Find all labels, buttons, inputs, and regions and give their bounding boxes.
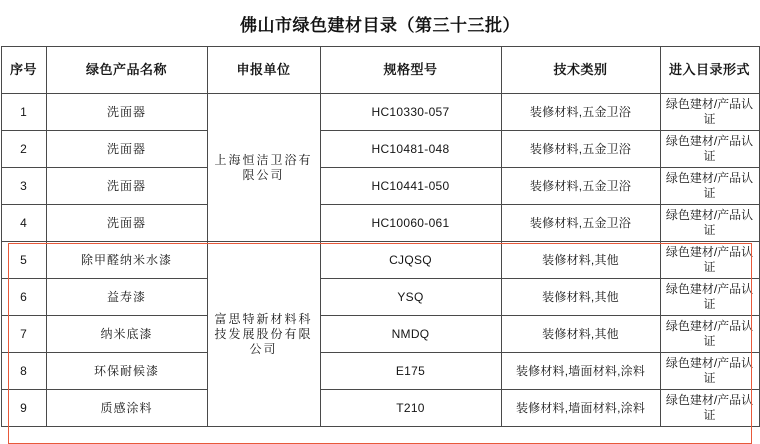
cell-tech-category: 装修材料,五金卫浴 (501, 131, 660, 168)
table-header (1, 47, 759, 94)
cell-seq: 6 (1, 279, 46, 316)
cell-product-name: 纳米底漆 (46, 316, 207, 353)
cell-tech-category: 装修材料,五金卫浴 (501, 94, 660, 131)
cell-model: HC10330-057 (320, 94, 501, 131)
header-entry-form: 进入目录形式 (660, 47, 759, 94)
header-seq: 序号 (1, 47, 46, 94)
cell-entry-form: 绿色建材/产品认证 (660, 242, 759, 279)
cell-seq: 1 (1, 94, 46, 131)
cell-model: YSQ (320, 279, 501, 316)
cell-seq: 2 (1, 131, 46, 168)
cell-model: HC10481-048 (320, 131, 501, 168)
cell-seq: 5 (1, 242, 46, 279)
table-row (1, 279, 759, 316)
table-row (1, 390, 759, 427)
cell-entry-form: 绿色建材/产品认证 (660, 353, 759, 390)
cell-product-name: 洗面器 (46, 94, 207, 131)
table-row (1, 94, 759, 131)
cell-product-name: 洗面器 (46, 168, 207, 205)
cell-tech-category: 装修材料,其他 (501, 316, 660, 353)
cell-entry-form: 绿色建材/产品认证 (660, 168, 759, 205)
cell-declaring-unit: 富思特新材料科技发展股份有限公司 (207, 242, 320, 427)
cell-product-name: 环保耐候漆 (46, 353, 207, 390)
table-row (1, 242, 759, 279)
cell-tech-category: 装修材料,墙面材料,涂料 (501, 353, 660, 390)
cell-entry-form: 绿色建材/产品认证 (660, 316, 759, 353)
cell-entry-form: 绿色建材/产品认证 (660, 131, 759, 168)
cell-product-name: 洗面器 (46, 131, 207, 168)
cell-seq: 3 (1, 168, 46, 205)
table-header-row (1, 47, 759, 94)
cell-product-name: 除甲醛纳米水漆 (46, 242, 207, 279)
cell-tech-category: 装修材料,五金卫浴 (501, 205, 660, 242)
cell-model: E175 (320, 353, 501, 390)
table-row (1, 353, 759, 390)
cell-seq: 8 (1, 353, 46, 390)
cell-entry-form: 绿色建材/产品认证 (660, 205, 759, 242)
cell-seq: 4 (1, 205, 46, 242)
cell-tech-category: 装修材料,其他 (501, 279, 660, 316)
cell-declaring-unit: 上海恒洁卫浴有限公司 (207, 94, 320, 242)
cell-model: T210 (320, 390, 501, 427)
table-body (1, 94, 759, 427)
header-tech-category: 技术类别 (501, 47, 660, 94)
cell-product-name: 洗面器 (46, 205, 207, 242)
cell-product-name: 质感涂料 (46, 390, 207, 427)
header-model: 规格型号 (320, 47, 501, 94)
cell-tech-category: 装修材料,五金卫浴 (501, 168, 660, 205)
cell-model: HC10060-061 (320, 205, 501, 242)
green-materials-table (1, 46, 760, 427)
cell-entry-form: 绿色建材/产品认证 (660, 279, 759, 316)
cell-model: CJQSQ (320, 242, 501, 279)
cell-tech-category: 装修材料,其他 (501, 242, 660, 279)
cell-product-name: 益寿漆 (46, 279, 207, 316)
cell-seq: 7 (1, 316, 46, 353)
table-row (1, 131, 759, 168)
header-declaring-unit: 申报单位 (207, 47, 320, 94)
page-title: 佛山市绿色建材目录（第三十三批） (240, 16, 520, 35)
header-product-name: 绿色产品名称 (46, 47, 207, 94)
table-row (1, 168, 759, 205)
cell-entry-form: 绿色建材/产品认证 (660, 390, 759, 427)
table-row (1, 316, 759, 353)
cell-seq: 9 (1, 390, 46, 427)
cell-model: NMDQ (320, 316, 501, 353)
cell-entry-form: 绿色建材/产品认证 (660, 94, 759, 131)
cell-model: HC10441-050 (320, 168, 501, 205)
cell-tech-category: 装修材料,墙面材料,涂料 (501, 390, 660, 427)
table-row (1, 205, 759, 242)
